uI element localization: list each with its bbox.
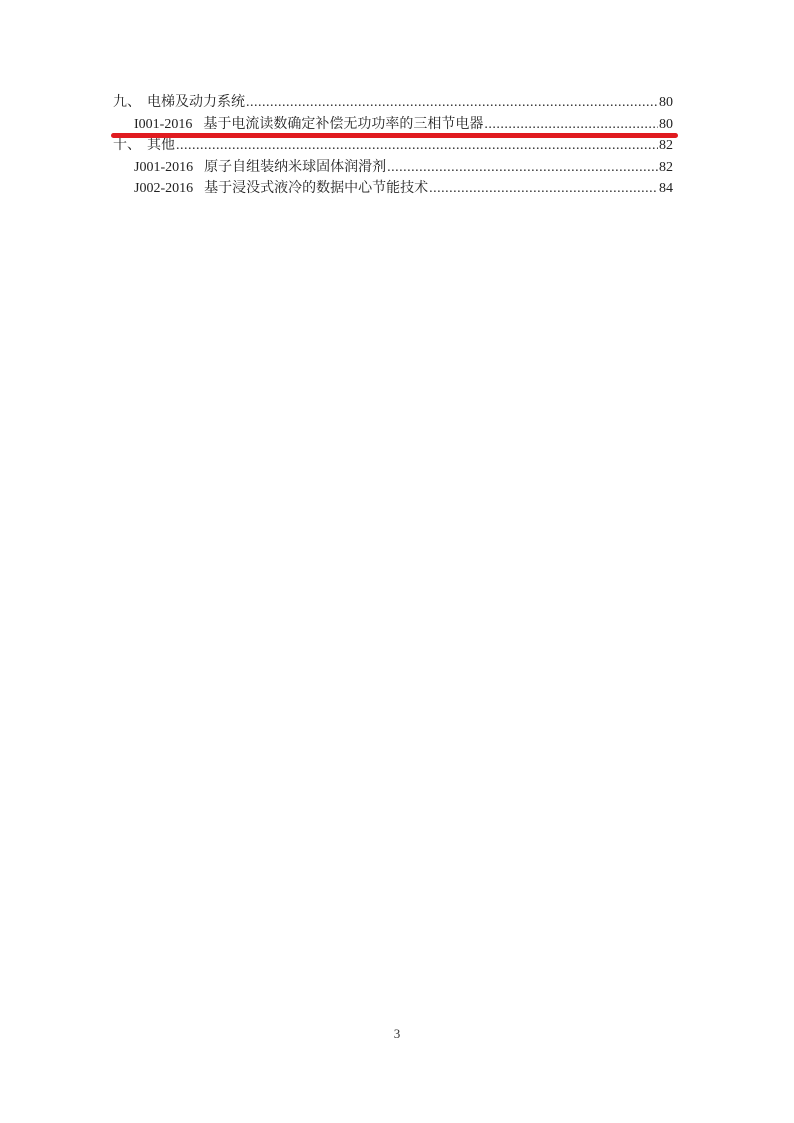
toc-entry-code: I001-2016 (134, 116, 193, 132)
toc-entry-page: 84 (659, 181, 673, 197)
toc-entry-title: 基于浸没式液冷的数据中心节能技术 (204, 181, 429, 197)
toc-entry-code: 九、 (113, 95, 141, 110)
dot-leader (176, 135, 658, 157)
toc-entry-page: 82 (659, 138, 673, 154)
toc-entry-page: 80 (659, 116, 673, 132)
toc-entry-title: 基于电流读数确定补偿无功功率的三相节电器 (203, 116, 484, 132)
toc-entry-title: 电梯及动力系统 (147, 95, 245, 110)
dot-leader (387, 157, 658, 179)
dot-leader (484, 114, 658, 136)
highlight-underline (111, 133, 678, 138)
toc-entry-page: 82 (659, 159, 673, 175)
toc-entry-code: 十、 (113, 138, 141, 154)
toc-entry[interactable] (113, 157, 673, 179)
toc-entry-title: 原子自组装纳米球固体润滑剂 (204, 159, 387, 175)
toc-entry-title: 其他 (147, 138, 175, 154)
toc-entry-page: 80 (659, 95, 673, 110)
page-number-footer: 3 (393, 1026, 401, 1041)
toc-entry[interactable] (113, 92, 673, 114)
toc-entry[interactable] (113, 114, 673, 136)
toc-entry[interactable] (113, 135, 673, 157)
dot-leader (429, 178, 658, 200)
dot-leader (246, 92, 658, 114)
toc-entry[interactable] (113, 178, 673, 200)
toc-entry-code: J002-2016 (134, 181, 194, 197)
toc-entry-code: J001-2016 (134, 159, 194, 175)
toc-list (113, 92, 673, 200)
